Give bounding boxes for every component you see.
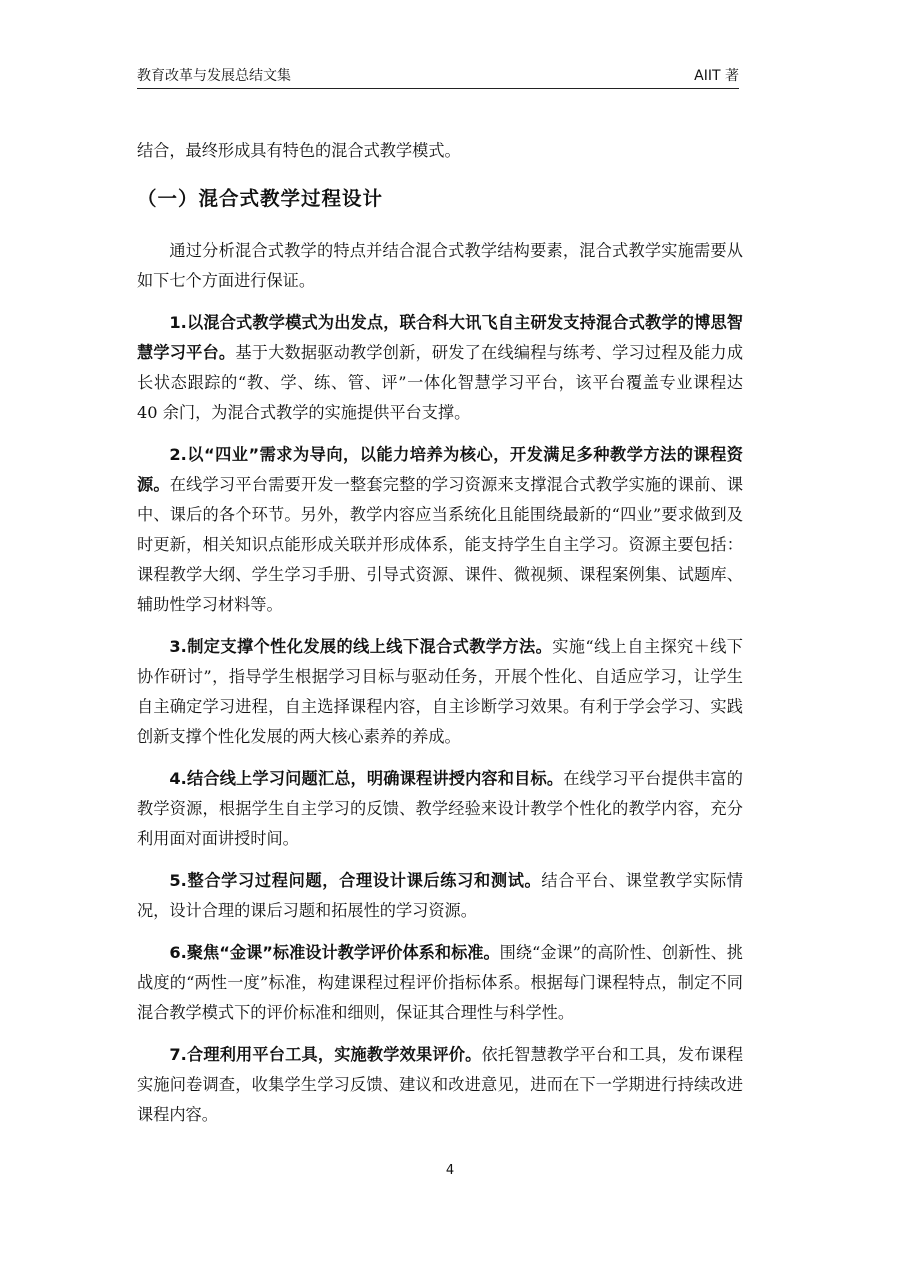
list-item xyxy=(137,632,743,752)
header-title: 教育改革与发展总结文集 xyxy=(137,68,291,84)
item-lead: 3.制定支撑个性化发展的线上线下混合式教学方法。 xyxy=(169,637,553,656)
item-lead: 2.以“四业”需求为导向，以能力培养为核心，开发满足多种教学方法的课程资源。 xyxy=(137,445,743,494)
item-body: 在线学习平台提供丰富的教学资源，根据学生自主学习的反馈、教学经验来设计教学个性化的教学内容，充分利用面对面讲授时间。 xyxy=(137,769,743,848)
item-body: 基于大数据驱动教学创新，研发了在线编程与练考、学习过程及能力成长状态跟踪的“教、学、练、管、评”一体化智慧学习平台，该平台覆盖专业课程达 40 余门，为混合式教学的实施提供平台支撑。 xyxy=(137,343,744,422)
item-lead: 7.合理利用平台工具，实施教学效果评价。 xyxy=(169,1045,482,1064)
header-author: AIIT 著 xyxy=(694,68,739,84)
page-body xyxy=(137,136,743,1130)
item-lead: 1.以混合式教学模式为出发点，联合科大讯飞自主研发支持混合式教学的博思智慧学习平台。 xyxy=(137,313,743,362)
opening-paragraph: 结合，最终形成具有特色的混合式教学模式。 xyxy=(137,141,461,160)
item-body: 围绕“金课”的高阶性、创新性、挑战度的“两性一度”标准，构建课程过程评价指标体系。根据每门课程特点，制定不同混合教学模式下的评价标准和细则，保证其合理性与科学性。 xyxy=(137,943,743,1022)
item-lead: 4.结合线上学习问题汇总，明确课程讲授内容和目标。 xyxy=(169,769,564,788)
list-item xyxy=(137,938,743,1028)
list-item xyxy=(137,764,743,854)
list-item xyxy=(137,308,743,428)
page-number: 4 xyxy=(445,1163,455,1178)
item-lead: 5.整合学习过程问题，合理设计课后练习和测试。 xyxy=(169,871,542,890)
list-item xyxy=(137,866,743,926)
list-item xyxy=(137,1040,743,1130)
section-title: （一）混合式教学过程设计 xyxy=(137,187,384,210)
item-lead: 6.聚焦“金课”标准设计教学评价体系和标准。 xyxy=(169,943,500,962)
section-intro: 通过分析混合式教学的特点并结合混合式教学结构要素，混合式教学实施需要从如下七个方面进行保证。 xyxy=(137,241,743,290)
list-item xyxy=(137,440,743,620)
item-body: 结合平台、课堂教学实际情况，设计合理的课后习题和拓展性的学习资源。 xyxy=(137,871,743,920)
item-body: 依托智慧教学平台和工具，发布课程实施问卷调查，收集学生学习反馈、建议和改进意见，进而在下一学期进行持续改进课程内容。 xyxy=(137,1045,744,1124)
item-body: 实施“线上自主探究＋线下协作研讨”，指导学生根据学习目标与驱动任务，开展个性化、自适应学习，让学生自主确定学习进程，自主选择课程内容，自主诊断学习效果。有利于学会学习、实践创新支撑个性化发展的两大核心素养的养成。 xyxy=(137,637,743,746)
item-body: 在线学习平台需要开发一整套完整的学习资源来支撑混合式教学实施的课前、课中、课后的各个环节。另外，教学内容应当系统化且能围绕最新的“四业”要求做到及时更新，相关知识点能形成关联并形成体系，能支持学生自主学习。资源主要包括：课程教学大纲、学生学习手册、引导式资源、课件、微视频、课程案例集、试题库、辅助性学习材料等。 xyxy=(137,475,744,614)
page-header xyxy=(137,66,739,89)
